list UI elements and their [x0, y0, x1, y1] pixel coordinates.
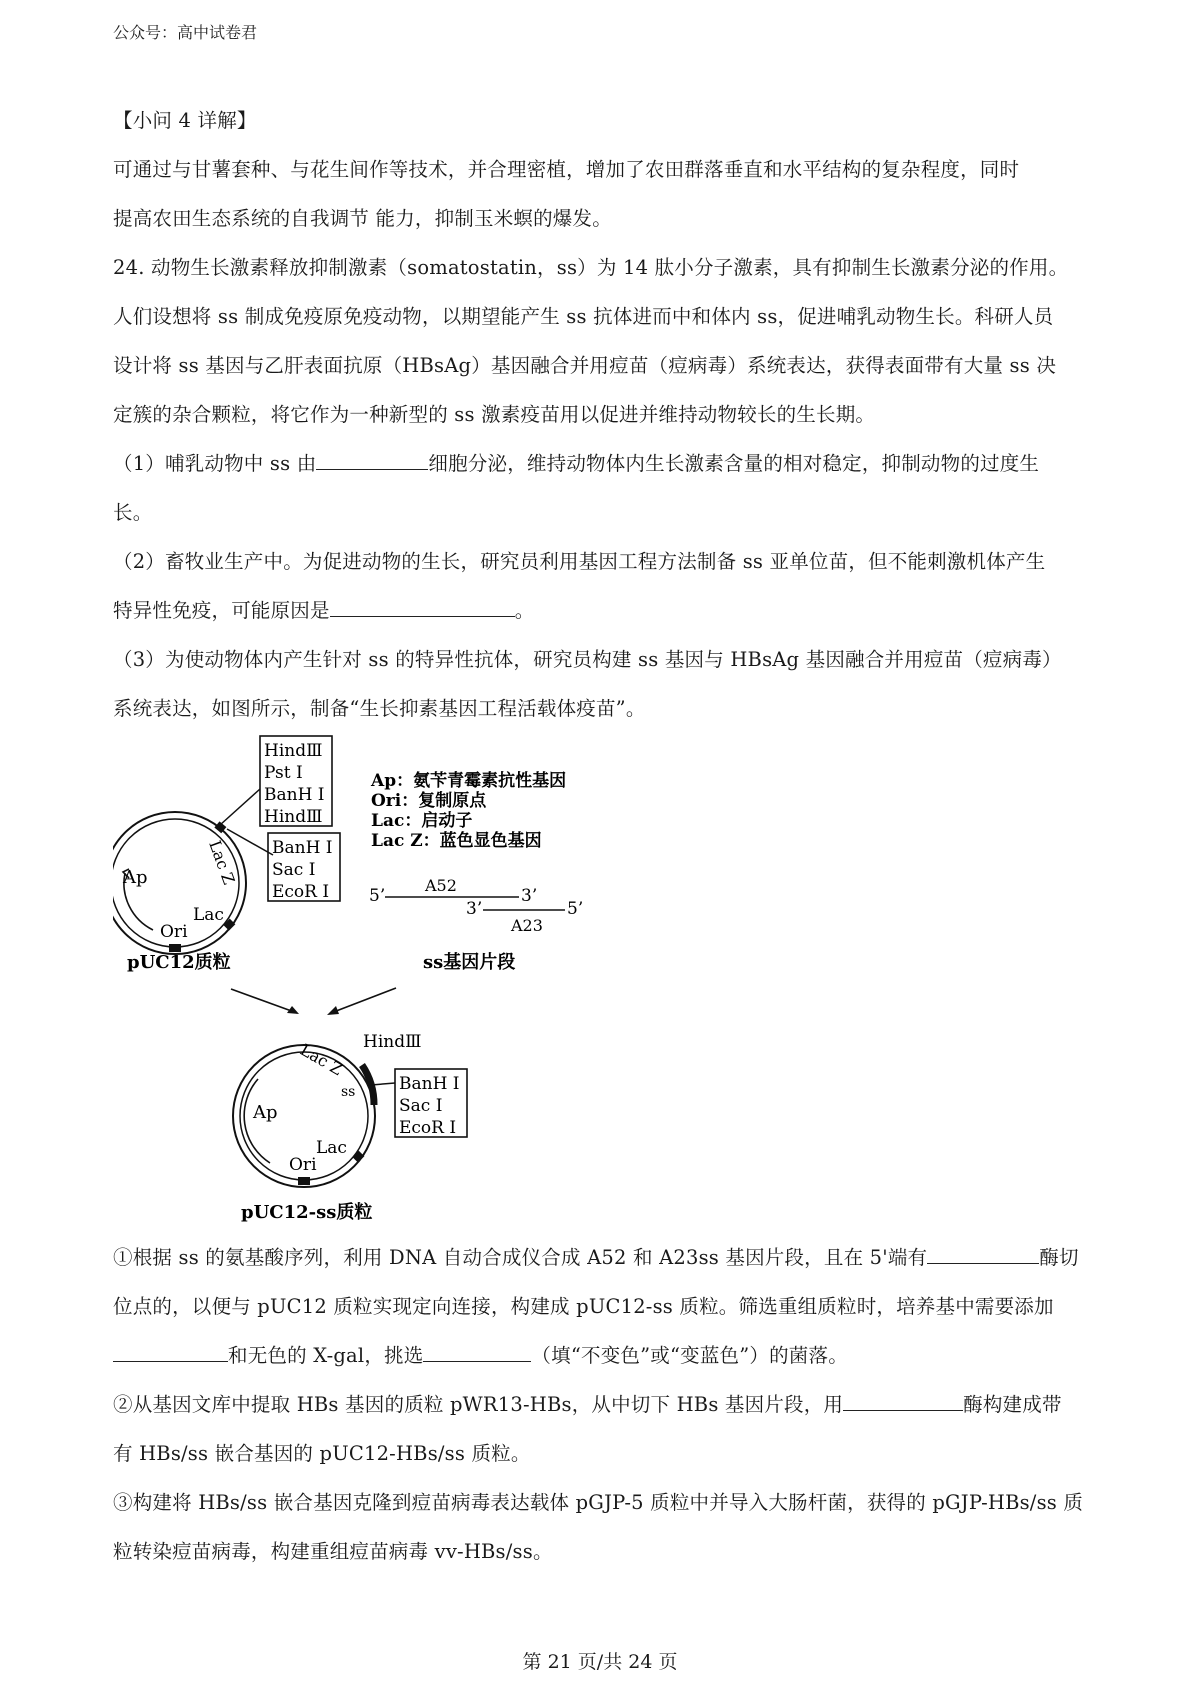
- q24-part1-line2: 长。: [113, 501, 153, 524]
- svg-text:3’: 3’: [521, 886, 538, 906]
- answer-blank[interactable]: [423, 1339, 531, 1362]
- plasmid-figure: [113, 733, 1103, 1233]
- hind-label: HindⅢ: [363, 1032, 422, 1052]
- fragment-name: ss基因片段: [423, 952, 516, 973]
- document-body: [113, 96, 1103, 1576]
- answer-blank[interactable]: [843, 1388, 963, 1411]
- answer-blank[interactable]: [927, 1241, 1039, 1264]
- figure-legend: [370, 770, 566, 851]
- svg-text:Pst Ⅰ: Pst Ⅰ: [264, 763, 303, 783]
- svg-text:BanH Ⅰ: BanH Ⅰ: [399, 1074, 460, 1094]
- svg-text:HindⅢ: HindⅢ: [264, 807, 323, 827]
- puc12-ss-plasmid: [233, 1032, 422, 1187]
- svg-text:5’: 5’: [369, 886, 386, 906]
- q24-intro-4: 定簇的杂合颗粒，将它作为一种新型的 ss 激素疫苗用以促进并维持动物较长的生长期。: [113, 403, 876, 426]
- q24-part2-line1: （2）畜牧业生产中。为促进动物的生长，研究员利用基因工程方法制备 ss 亚单位苗，但不能刺激机体产生: [113, 550, 1046, 573]
- ss-gene-fragment: [369, 876, 583, 935]
- puc12-plasmid: [113, 812, 246, 954]
- svg-text:Ori: Ori: [289, 1155, 317, 1175]
- svg-text:Ap: Ap: [253, 1102, 278, 1123]
- page-header-source: 公众号：高中试卷君: [113, 23, 258, 42]
- q24-step3-line1: ③构建将 HBs/ss 嵌合基因克隆到痘苗病毒表达载体 pGJP-5 质粒中并导入大肠杆菌，获得的 pGJP-HBs/ss 质: [113, 1491, 1084, 1514]
- svg-text:EcoR Ⅰ: EcoR Ⅰ: [272, 882, 330, 902]
- q24-step1-line2: 位点的，以便与 pUC12 质粒实现定向连接，构建成 pUC12-ss 质粒。筛选重组质粒时，培养基中需要添加: [113, 1295, 1054, 1318]
- svg-text:Sac Ⅰ: Sac Ⅰ: [272, 860, 316, 880]
- svg-text:A52: A52: [425, 876, 457, 895]
- restriction-box-1: [260, 736, 332, 827]
- q24-part3-line1: （3）为使动物体内产生针对 ss 的特异性抗体，研究员构建 ss 基因与 HBsAg 基因融合并用痘苗（痘病毒）: [113, 648, 1062, 671]
- svg-text:Ap：氨苄青霉素抗性基因: Ap：氨苄青霉素抗性基因: [371, 771, 567, 791]
- svg-text:5’: 5’: [567, 899, 584, 919]
- q24-step2-line2: 有 HBs/ss 嵌合基因的 pUC12-HBs/ss 质粒。: [113, 1442, 531, 1465]
- answer-blank[interactable]: [113, 1339, 228, 1362]
- svg-text:A23: A23: [511, 916, 543, 935]
- page-footer: [0, 1647, 1200, 1674]
- q24-step2-line1: ②从基因文库中提取 HBs 基因的质粒 pWR13-HBs，从中切下 HBs 基因片段，用 酶构建成带: [113, 1380, 1103, 1429]
- svg-text:Lac Z: Lac Z: [297, 1040, 346, 1080]
- svg-text:Sac Ⅰ: Sac Ⅰ: [399, 1096, 443, 1116]
- plasmid2-name: pUC12-ss质粒: [241, 1202, 373, 1223]
- q24-intro-2: 人们设想将 ss 制成免疫原免疫动物，以期望能产生 ss 抗体进而中和体内 ss，促进哺乳动物生长。科研人员: [113, 305, 1054, 328]
- svg-text:Lac：启动子: Lac：启动子: [371, 811, 473, 831]
- q24-part1-line1: （1）哺乳动物中 ss 由 细胞分泌，维持动物体内生长激素含量的相对稳定，抑制动物的过度生: [113, 439, 1103, 488]
- answer-blank[interactable]: [316, 447, 428, 470]
- svg-text:Lac: Lac: [316, 1138, 347, 1158]
- plasmid1-name: pUC12质粒: [127, 952, 231, 973]
- q4-line-2: 提高农田生态系统的自我调节 能力，抑制玉米螟的爆发。: [113, 207, 612, 230]
- page-number: 第 21 页/共 24 页: [522, 1651, 678, 1673]
- q24-step1-line3: 和无色的 X-gal，挑选 （填“不变色”或“变蓝色”）的菌落。: [113, 1331, 1103, 1380]
- svg-text:BanH Ⅰ: BanH Ⅰ: [264, 785, 325, 805]
- svg-text:HindⅢ: HindⅢ: [264, 741, 323, 761]
- q24-intro-3: 设计将 ss 基因与乙肝表面抗原（HBsAg）基因融合并用痘苗（痘病毒）系统表达，获得表面带有大量 ss 决: [113, 354, 1057, 377]
- q24-part2-line2: 特异性免疫，可能原因是 。: [113, 586, 1103, 635]
- answer-blank[interactable]: [330, 594, 515, 617]
- merge-arrows: [231, 988, 396, 1015]
- q4-line-1: 可通过与甘薯套种、与花生间作等技术，并合理密植，增加了农田群落垂直和水平结构的复杂程度，同时: [113, 158, 1020, 181]
- svg-text:Ori：复制原点: Ori：复制原点: [371, 791, 487, 811]
- q24-step3-line2: 粒转染痘苗病毒，构建重组痘苗病毒 vv-HBs/ss。: [113, 1540, 553, 1563]
- q24-intro-1: 24. 动物生长激素释放抑制激素（somatostatin，ss）为 14 肽小分子激素，具有抑制生长激素分泌的作用。: [113, 256, 1069, 279]
- lac-label: Lac: [193, 905, 224, 925]
- restriction-box-3: [395, 1069, 467, 1138]
- svg-text:BanH Ⅰ: BanH Ⅰ: [272, 838, 333, 858]
- plasmid-diagram: [113, 733, 1103, 1233]
- q24-step1-line1: ①根据 ss 的氨基酸序列，利用 DNA 自动合成仪合成 A52 和 A23ss 基因片段，且在 5'端有 酶切: [113, 1233, 1103, 1282]
- lacz-label: Lac Z: [205, 837, 239, 887]
- q4-title: 【小问 4 详解】: [113, 109, 257, 132]
- svg-text:EcoR Ⅰ: EcoR Ⅰ: [399, 1118, 457, 1138]
- svg-text:Lac Z：蓝色显色基因: Lac Z：蓝色显色基因: [371, 831, 542, 851]
- q24-part3-line2: 系统表达，如图所示，制备“生长抑素基因工程活载体疫苗”。: [113, 697, 646, 720]
- ap-label: Ap: [123, 867, 148, 888]
- restriction-box-2: [268, 833, 340, 902]
- ss-insert-label: ss: [341, 1084, 356, 1100]
- ori-label: Ori: [160, 922, 188, 942]
- svg-text:3’: 3’: [466, 899, 483, 919]
